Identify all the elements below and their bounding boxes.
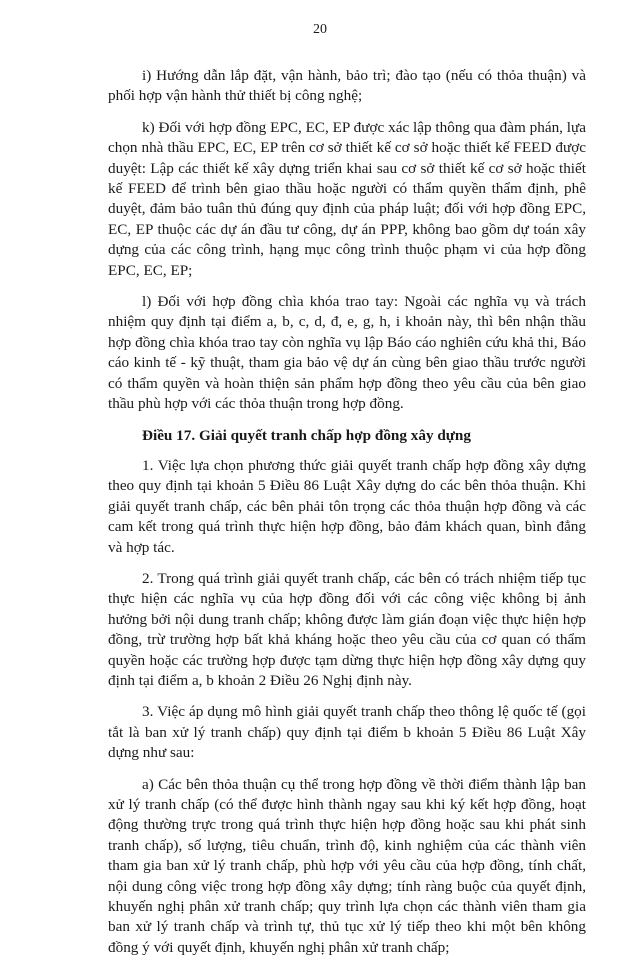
paragraph-point-a: a) Các bên thỏa thuận cụ thể trong hợp đồng về thời điểm thành lập ban xử lý tranh chấp (có thể được hình thành ngay sau khi ký kết hợp đồng, hoạt động thường trực trong quá trình thực hiện hợp đồng hoặc sau khi phát sinh tranh chấp), số lượng, tiêu chuẩn, trình độ, kinh nghiệm của các thành viên tham gia ban xử lý tranh chấp, phù hợp với yêu cầu của hợp đồng, tính chất, nội dung công việc trong hợp đồng xây dựng; tính ràng buộc của quyết định, khuyến nghị phân xử tranh chấp; quy trình lựa chọn các thành viên tham gia ban xử lý tranh chấp và trình tự, thủ tục xử lý tiếp theo khi một bên không đồng ý với quyết định, khuyến nghị phân xử tranh chấp;: [108, 775, 586, 956]
paragraph-item-l: l) Đối với hợp đồng chìa khóa trao tay: Ngoài các nghĩa vụ và trách nhiệm quy định tại điểm a, b, c, d, đ, e, g, h, i khoản này, thì bên nhận thầu hợp đồng chìa khóa trao tay còn nghĩa vụ lập Báo cáo nghiên cứu khả thi, Báo cáo kinh tế - kỹ thuật, tham gia bảo vệ dự án cùng bên giao thầu trước người có thẩm quyền và hoàn thiện sản phẩm hợp đồng theo yêu cầu của bên giao thầu phù hợp với các thỏa thuận trong hợp đồng.: [108, 293, 586, 413]
paragraph-item-k: k) Đối với hợp đồng EPC, EC, EP được xác lập thông qua đàm phán, lựa chọn nhà thầu EPC, EC, EP trên cơ sở thiết kế cơ sở hoặc thiết kế FEED được duyệt: Lập các thiết kế xây dựng triển khai sau cơ sở thiết kế cơ sở hoặc thiết kế FEED để trình bên giao thầu hoặc người có thẩm quyền thẩm định, phê duyệt, đảm bảo tuân thủ đúng quy định của pháp luật; đối với hợp đồng EPC, EC, EP thuộc các dự án đầu tư công, dự án PPP, không bao gồm dự toán xây dựng của các công trình, hạng mục công trình thuộc phạm vi của hợp đồng EPC, EC, EP;: [108, 118, 586, 279]
article-heading: Điều 17. Giải quyết tranh chấp hợp đồng xây dựng: [142, 426, 471, 444]
paragraph-clause-3: 3. Việc áp dụng mô hình giải quyết tranh chấp theo thông lệ quốc tế (gọi tắt là ban xử lý tranh chấp) quy định tại điểm b khoản 5 Điều 86 Luật Xây dựng như sau:: [108, 703, 586, 762]
paragraph-item-i: i) Hướng dẫn lắp đặt, vận hành, bảo trì; đào tạo (nếu có thỏa thuận) và phối hợp vận hành thử thiết bị công nghệ;: [108, 67, 586, 105]
paragraph-clause-2: 2. Trong quá trình giải quyết tranh chấp, các bên có trách nhiệm tiếp tục thực hiện các nghĩa vụ của hợp đồng đối với các công việc không bị ảnh hưởng bởi nội dung tranh chấp; không được làm gián đoạn việc thực hiện hợp đồng, trừ trường hợp bất khả kháng hoặc theo yêu cầu của cơ quan có thẩm quyền hoặc các trường hợp được tạm dừng thực hiện hợp đồng xây dựng quy định tại điểm a, b khoản 2 Điều 26 Nghị định này.: [108, 569, 586, 689]
page-number: 20: [313, 22, 327, 37]
paragraph-clause-1: 1. Việc lựa chọn phương thức giải quyết tranh chấp hợp đồng xây dựng theo quy định tại khoản 5 Điều 86 Luật Xây dựng do các bên thỏa thuận. Khi giải quyết tranh chấp, các bên phải tôn trọng các thỏa thuận hợp đồng và các cam kết trong quá trình thực hiện hợp đồng, bảo đảm khách quan, bình đẳng và hợp tác.: [108, 456, 586, 556]
document-body: [108, 66, 586, 969]
